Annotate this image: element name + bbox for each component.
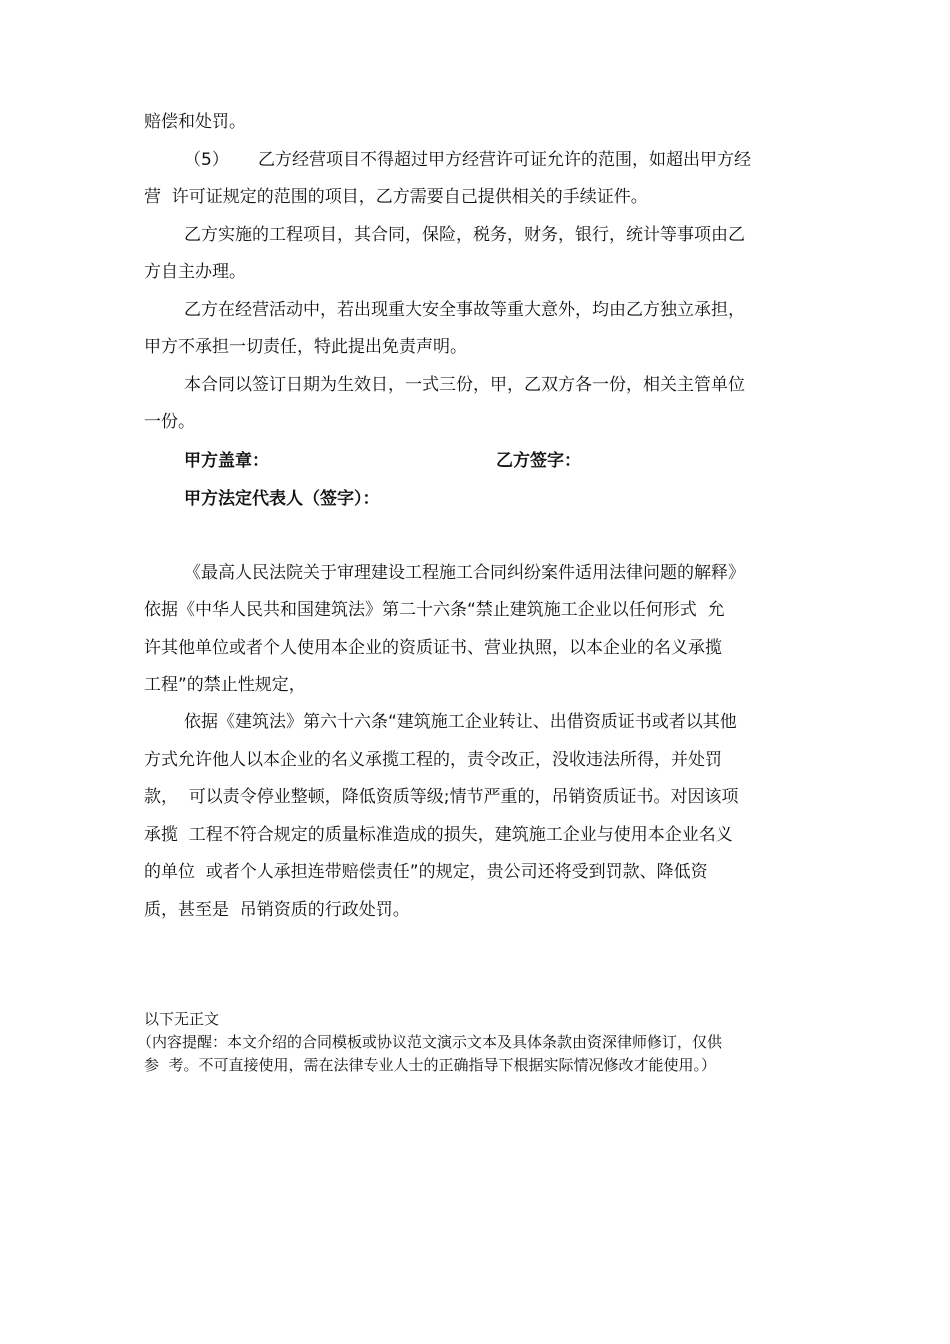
safety-paragraph-line-1: 乙方在经营活动中，若出现重大安全事故等重大意外，均由乙方独立承担， [184,300,745,320]
party-b-sign-label: 乙方签字： [496,451,581,471]
law-paragraph-line-4: 工程”的禁止性规定， [144,675,306,695]
clause-5-line-1: 乙方经营项目不得超过甲方经营许可证允许的范围，如超出甲方经 [258,150,751,170]
clause-5-label: （5） [184,150,229,170]
party-a-seal-label: 甲方盖章： [184,451,269,471]
law2-paragraph-line-4: 承揽 工程不符合规定的质量标准造成的损失，建筑施工企业与使用本企业名义 [144,825,733,845]
effective-paragraph-line-2: 一份。 [144,412,195,432]
law2-paragraph-line-1: 依据《建筑法》第六十六条“建筑施工企业转让、出借资质证书或者以其他 [184,712,737,732]
law2-paragraph-line-5: 的单位 或者个人承担连带赔偿责任”的规定，贵公司还将受到罚款、降低资 [144,862,708,882]
legal-rep-sign-label: 甲方法定代表人（签字）： [184,489,380,509]
law-paragraph-line-1: 《最高人民法院关于审理建设工程施工合同纠纷案件适用法律问题的解释》 [184,563,745,583]
law-paragraph-line-3: 许其他单位或者个人使用本企业的资质证书、营业执照，以本企业的名义承揽 [144,638,722,658]
text-compensation: 赔偿和处罚。 [144,112,246,132]
effective-paragraph-line-1: 本合同以签订日期为生效日，一式三份，甲，乙双方各一份，相关主管单位 [184,375,745,395]
disclaimer-line-2: 参 考。不可直接使用，需在法律专业人士的正确指导下根据实际情况修改才能使用。） [144,1056,717,1074]
law2-paragraph-line-6: 质，甚至是 吊销资质的行政处罚。 [144,900,410,920]
end-of-text-label: 以下无正文 [144,1010,220,1028]
law2-paragraph-line-3: 款， 可以责令停业整顿，降低资质等级;情节严重的，吊销资质证书。对因该项 [144,787,739,807]
clause-5-line-2: 营 许可证规定的范围的项目，乙方需要自己提供相关的手续证件。 [144,187,648,207]
safety-paragraph-line-2: 甲方不承担一切责任，特此提出免责声明。 [144,337,467,357]
law-paragraph-line-2: 依据《中华人民共和国建筑法》第二十六条“禁止建筑施工企业以任何形式 允 [144,600,725,620]
law2-paragraph-line-2: 方式允许他人以本企业的名义承揽工程的，责令改正，没收违法所得，并处罚 [144,750,722,770]
project-paragraph-line-2: 方自主办理。 [144,262,246,282]
disclaimer-line-1: （内容提醒：本文介绍的合同模板或协议范文演示文本及具体条款由资深律师修订，仅供 [137,1033,723,1051]
project-paragraph-line-1: 乙方实施的工程项目，其合同，保险，税务，财务，银行，统计等事项由乙 [184,225,745,245]
